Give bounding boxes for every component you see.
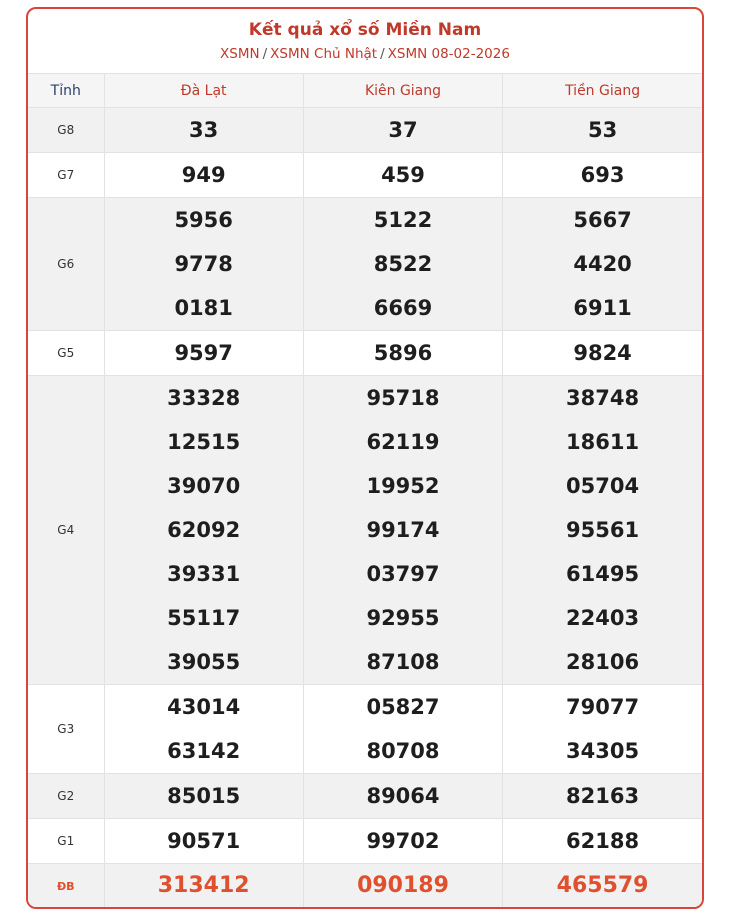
result-number: 6669 xyxy=(373,296,433,320)
result-number: 28106 xyxy=(566,650,640,674)
result-number: 82163 xyxy=(566,784,640,808)
result-cell xyxy=(503,864,702,909)
table-header-row xyxy=(28,74,702,108)
prize-label: G7 xyxy=(28,153,104,198)
result-cell xyxy=(503,153,702,198)
result-number: 99174 xyxy=(366,518,440,542)
result-number: 62092 xyxy=(167,518,241,542)
result-cell xyxy=(503,376,702,421)
result-cell xyxy=(303,685,502,730)
result-cell xyxy=(503,819,702,864)
table-row xyxy=(28,729,702,774)
table-row xyxy=(28,242,702,286)
result-cell xyxy=(303,464,502,508)
prize-column-header: Tỉnh xyxy=(28,74,104,108)
table-row xyxy=(28,108,702,153)
table-row xyxy=(28,153,702,198)
result-number: 92955 xyxy=(366,606,440,630)
result-cell xyxy=(303,198,502,243)
result-number: 6911 xyxy=(573,296,632,320)
result-number: 949 xyxy=(181,163,226,187)
result-cell xyxy=(104,376,303,421)
result-cell xyxy=(503,242,702,286)
result-cell xyxy=(104,729,303,774)
result-number: 459 xyxy=(381,163,425,187)
result-cell xyxy=(104,596,303,640)
result-cell xyxy=(503,331,702,376)
result-cell xyxy=(303,331,502,376)
result-number: 4420 xyxy=(573,252,632,276)
result-cell xyxy=(104,685,303,730)
result-number: 37 xyxy=(388,118,418,142)
result-cell xyxy=(104,508,303,552)
result-cell xyxy=(303,420,502,464)
result-number: 39055 xyxy=(167,650,241,674)
breadcrumb-xsmn-sunday[interactable]: XSMN Chủ Nhật xyxy=(270,46,378,62)
result-cell xyxy=(104,640,303,685)
result-number: 9597 xyxy=(174,341,233,365)
result-number: 8522 xyxy=(373,252,433,276)
breadcrumb-separator: / xyxy=(380,46,385,62)
results-panel xyxy=(26,7,704,909)
results-body xyxy=(28,108,702,909)
result-cell xyxy=(303,376,502,421)
breadcrumb-xsmn[interactable]: XSMN xyxy=(220,46,260,62)
table-row xyxy=(28,420,702,464)
result-number: 5667 xyxy=(573,208,632,232)
result-number: 693 xyxy=(580,163,625,187)
result-number: 03797 xyxy=(366,562,440,586)
table-row xyxy=(28,685,702,730)
table-row xyxy=(28,508,702,552)
result-cell xyxy=(303,286,502,331)
result-cell xyxy=(303,729,502,774)
table-row xyxy=(28,198,702,243)
table-row xyxy=(28,774,702,819)
result-number: 80708 xyxy=(366,739,440,763)
result-cell xyxy=(104,286,303,331)
result-number: 33328 xyxy=(167,386,241,410)
result-number: 61495 xyxy=(566,562,640,586)
result-number: 34305 xyxy=(566,739,640,763)
result-cell xyxy=(104,331,303,376)
result-cell xyxy=(503,108,702,153)
prize-label: G4 xyxy=(28,376,104,685)
table-row xyxy=(28,286,702,331)
table-row xyxy=(28,552,702,596)
result-number: 39331 xyxy=(167,562,241,586)
prize-label: G5 xyxy=(28,331,104,376)
result-number: 39070 xyxy=(167,474,241,498)
result-number: 95561 xyxy=(566,518,640,542)
table-row xyxy=(28,331,702,376)
result-number: 89064 xyxy=(366,784,440,808)
result-cell xyxy=(104,464,303,508)
page-title: Kết quả xổ số Miền Nam xyxy=(248,20,482,40)
result-number: 05704 xyxy=(566,474,640,498)
breadcrumb-xsmn-date[interactable]: XSMN 08-02-2026 xyxy=(387,46,510,62)
result-number: 05827 xyxy=(366,695,440,719)
result-number: 9824 xyxy=(573,341,632,365)
table-row xyxy=(28,819,702,864)
result-number: 5896 xyxy=(373,341,433,365)
result-cell xyxy=(303,640,502,685)
result-number: 9778 xyxy=(174,252,233,276)
prize-label: G8 xyxy=(28,108,104,153)
table-row xyxy=(28,376,702,421)
result-number: 53 xyxy=(587,118,618,142)
result-cell xyxy=(503,729,702,774)
table-row xyxy=(28,596,702,640)
result-number: 38748 xyxy=(566,386,640,410)
result-cell xyxy=(303,508,502,552)
breadcrumb xyxy=(28,45,702,63)
result-number: 5122 xyxy=(373,208,433,232)
result-cell xyxy=(104,819,303,864)
results-table xyxy=(28,73,702,908)
result-number: 63142 xyxy=(167,739,241,763)
result-number: 62119 xyxy=(366,430,440,454)
prize-label: G1 xyxy=(28,819,104,864)
result-number: 95718 xyxy=(366,386,440,410)
province-header-tien-giang[interactable]: Tiền Giang xyxy=(503,74,702,108)
result-number: 090189 xyxy=(357,873,449,898)
result-cell xyxy=(503,508,702,552)
result-cell xyxy=(503,286,702,331)
result-number: 313412 xyxy=(157,873,250,898)
table-row xyxy=(28,464,702,508)
prize-label: ĐB xyxy=(28,864,104,909)
result-cell xyxy=(503,552,702,596)
result-cell xyxy=(303,242,502,286)
result-cell xyxy=(104,420,303,464)
result-cell xyxy=(104,108,303,153)
prize-label: G3 xyxy=(28,685,104,774)
result-number: 87108 xyxy=(366,650,440,674)
result-cell xyxy=(303,819,502,864)
prize-label: G6 xyxy=(28,198,104,331)
result-cell xyxy=(104,198,303,243)
breadcrumb-separator: / xyxy=(262,46,268,62)
result-number: 85015 xyxy=(167,784,241,808)
result-number: 33 xyxy=(189,118,219,142)
result-cell xyxy=(303,153,502,198)
table-row xyxy=(28,864,702,909)
province-header-kien-giang[interactable]: Kiên Giang xyxy=(303,74,502,108)
result-cell xyxy=(104,864,303,909)
result-number: 465579 xyxy=(556,873,649,898)
result-cell xyxy=(104,774,303,819)
result-cell xyxy=(303,596,502,640)
result-cell xyxy=(503,464,702,508)
result-cell xyxy=(303,864,502,909)
result-number: 5956 xyxy=(174,208,233,232)
result-number: 79077 xyxy=(566,695,640,719)
province-header-da-lat[interactable]: Đà Lạt xyxy=(104,74,303,108)
result-cell xyxy=(303,552,502,596)
result-number: 43014 xyxy=(167,695,241,719)
result-cell xyxy=(303,774,502,819)
result-cell xyxy=(503,198,702,243)
result-cell xyxy=(503,420,702,464)
prize-label: G2 xyxy=(28,774,104,819)
result-cell xyxy=(104,242,303,286)
results-header xyxy=(28,9,702,73)
result-cell xyxy=(104,153,303,198)
result-number: 90571 xyxy=(167,829,241,853)
result-number: 99702 xyxy=(366,829,440,853)
result-number: 12515 xyxy=(167,430,241,454)
result-number: 0181 xyxy=(174,296,233,320)
result-number: 18611 xyxy=(566,430,640,454)
table-row xyxy=(28,640,702,685)
result-number: 22403 xyxy=(566,606,640,630)
result-cell xyxy=(503,774,702,819)
result-number: 62188 xyxy=(566,829,640,853)
result-cell xyxy=(503,640,702,685)
result-cell xyxy=(104,552,303,596)
result-cell xyxy=(303,108,502,153)
result-number: 19952 xyxy=(366,474,440,498)
result-cell xyxy=(503,596,702,640)
result-number: 55117 xyxy=(167,606,241,630)
result-cell xyxy=(503,685,702,730)
